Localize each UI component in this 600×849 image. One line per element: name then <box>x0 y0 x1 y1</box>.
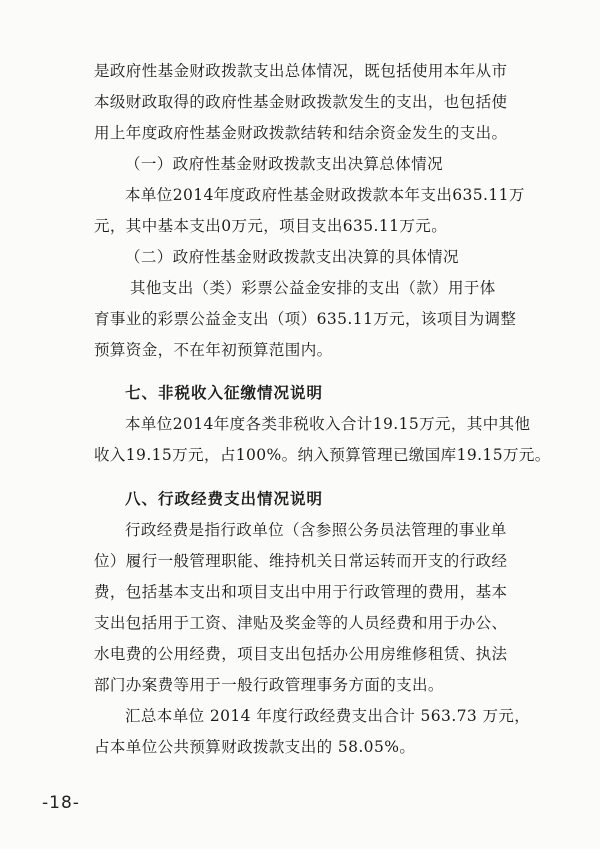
body-text-line: 预算资金，不在年初预算范围内。 <box>94 341 333 359</box>
subsection-title: （一）政府性基金财政拨款支出决算总体情况 <box>125 155 444 173</box>
body-text-line: 汇总本单位 2014 年度行政经费支出合计 563.73 万元， <box>125 707 531 725</box>
body-text-line: 元，其中基本支出0万元，项目支出635.11万元。 <box>94 217 448 235</box>
body-text-line: 占本单位公共预算财政拨款支出的 58.05%。 <box>94 738 416 756</box>
body-text-line: 育事业的彩票公益金支出（项）635.11万元，该项目为调整 <box>94 310 517 328</box>
body-text-line: 本级财政取得的政府性基金财政拨款发生的支出，也包括使 <box>94 93 508 111</box>
body-text-line: 行政经费是指行政单位（含参照公务员法管理的事业单 <box>125 521 507 539</box>
body-text-line: 本单位2014年度各类非税收入合计19.15万元，其中其他 <box>125 415 531 433</box>
body-text-line: 本单位2014年度政府性基金财政拨款本年支出635.11万 <box>125 186 525 204</box>
body-text-line: 收入19.15万元，占100%。纳入预算管理已缴国库19.15万元。 <box>94 446 551 464</box>
body-text-line: 其他支出（类）彩票公益金安排的支出（款）用于体 <box>130 279 496 297</box>
body-text-line: 水电费的公用经费，项目支出包括办公用房维修租赁、执法 <box>94 645 508 663</box>
page-number: -18- <box>42 793 80 813</box>
section-heading: 八、行政经费支出情况说明 <box>125 489 324 508</box>
body-text-line: 是政府性基金财政拨款支出总体情况，既包括使用本年从市 <box>94 62 508 80</box>
section-heading: 七、非税收入征缴情况说明 <box>125 383 324 402</box>
body-text-line: 用上年度政府性基金财政拨款结转和结余资金发生的支出。 <box>94 124 508 142</box>
body-text-line: 支出包括用于工资、津贴及奖金等的人员经费和用于办公、 <box>94 614 508 632</box>
body-text-line: 部门办案费等用于一般行政管理事务方面的支出。 <box>94 676 444 694</box>
body-text-line: 费，包括基本支出和项目支出中用于行政管理的费用，基本 <box>94 583 508 601</box>
body-text-line: 位）履行一般管理职能、维持机关日常运转而开支的行政经 <box>94 552 508 570</box>
subsection-title: （二）政府性基金财政拨款支出决算的具体情况 <box>125 248 459 266</box>
